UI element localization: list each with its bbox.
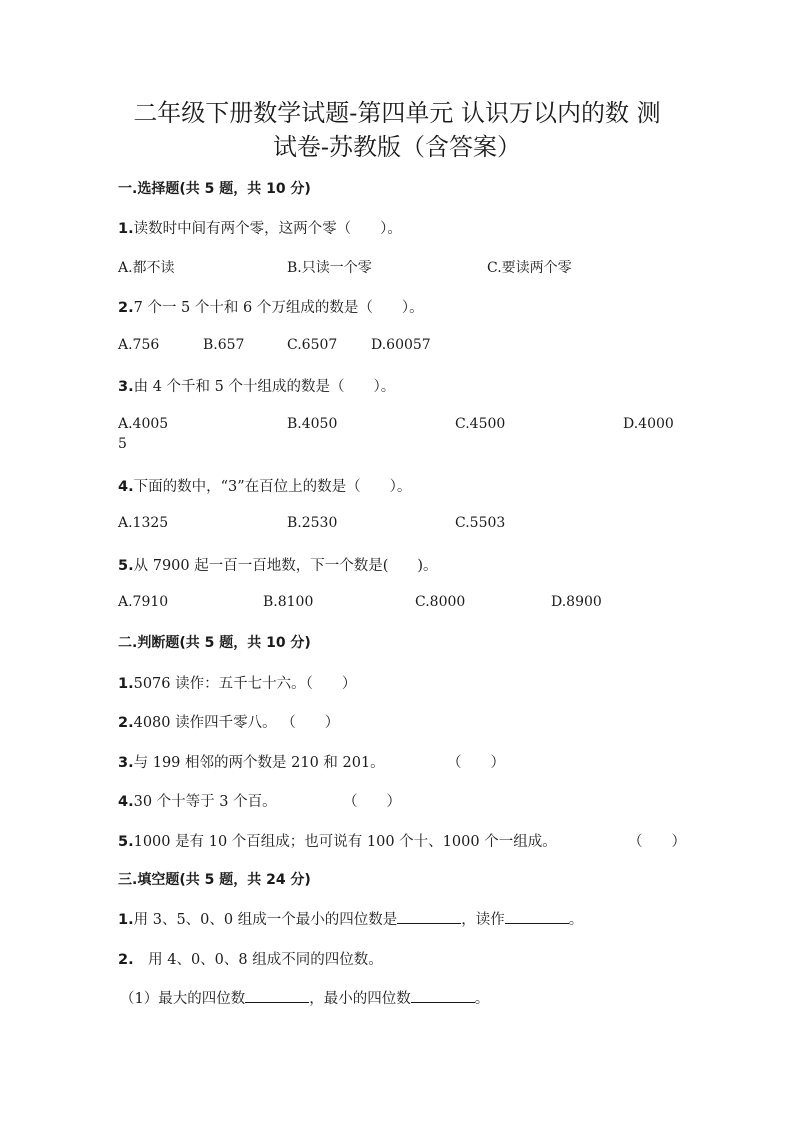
question-number: 1. [118,912,134,928]
option: D.4000 [623,416,674,432]
question-text [118,296,424,317]
question-text [118,217,402,238]
question-number: 5. [118,834,134,850]
question-body: 30 个十等于 3 个百。 [133,794,277,810]
question-body: 4080 读作四千零八。 （ ） [133,715,340,731]
question-number: 3. [118,755,134,771]
question-body: 用 4、0、0、8 组成不同的四位数。 [133,952,383,968]
question-number: 5. [118,558,134,574]
question-number: 2. [118,300,134,316]
sub-question-body: 。 [474,991,490,1007]
question-text [118,672,356,693]
question-text [118,375,395,396]
page-title-line-1: 二年级下册数学试题-第四单元 认识万以内的数 测 [133,99,661,127]
page-title-line-2: 试卷-苏教版（含答案） [272,133,522,161]
option: B.2530 [287,515,338,531]
answer-parentheses: （ ） [447,755,505,771]
option: C.8000 [415,594,466,610]
option: B.4050 [287,416,338,432]
question-number: 2. [118,952,134,968]
question-number: 4. [118,479,134,495]
question-number: 4. [118,794,134,810]
option: B.只读一个零 [287,260,372,276]
option: D.8900 [551,594,602,610]
question-body: 读数时中间有两个零，这两个零（ ）。 [133,221,402,237]
question-body: 5076 读作：五千七十六。（ ） [133,676,357,692]
option: B.657 [203,337,245,353]
question-text [118,554,438,575]
section-heading-true-false: 二.判断题(共 5 题，共 10 分) [118,635,311,651]
question-text [118,948,383,969]
option-wrap-digit: 5 [118,436,127,452]
question-body: 用 3、5、0、0 组成一个最小的四位数是 [133,912,398,928]
answer-parentheses: （ ） [343,794,401,810]
answer-parentheses: （ ） [628,834,686,850]
question-text [118,475,411,496]
question-body: 7 个一 5 个十和 6 个万组成的数是（ ）。 [133,300,424,316]
option: B.8100 [263,594,314,610]
question-number: 1. [118,221,134,237]
option: A.4005 [118,416,169,432]
question-text [118,790,277,811]
answer-blank[interactable] [411,988,475,1003]
section-heading-choice: 一.选择题(共 5 题，共 10 分) [118,181,311,197]
option: C.5503 [455,515,506,531]
sub-question-body: ，最小的四位数 [309,991,411,1007]
question-body: 。 [568,912,584,928]
answer-blank[interactable] [505,909,569,924]
option: C.6507 [287,337,338,353]
question-body: 与 199 相邻的两个数是 210 和 201。 [133,755,385,771]
question-body: ，读作 [461,912,505,928]
question-body: 从 7900 起一百一百地数，下一个数是( )。 [133,558,438,574]
option: A.都不读 [118,260,175,276]
question-number: 2. [118,715,134,731]
question-text [118,830,557,851]
option: C.要读两个零 [487,260,572,276]
section-heading-fill-blank: 三.填空题(共 5 题，共 24 分) [118,872,311,888]
sub-question-body: （1）最大的四位数 [120,991,246,1007]
option: C.4500 [455,416,506,432]
question-text [118,711,339,732]
question-body: 由 4 个千和 5 个十组成的数是（ ）。 [133,379,396,395]
option: A.756 [118,337,160,353]
answer-blank[interactable] [245,988,309,1003]
answer-blank[interactable] [397,909,461,924]
sub-question-text [120,987,489,1008]
question-text [118,751,385,772]
option: A.1325 [118,515,169,531]
option: A.7910 [118,594,169,610]
question-body: 下面的数中，“3”在百位上的数是（ ）。 [133,479,412,495]
question-number: 1. [118,676,134,692]
question-number: 3. [118,379,134,395]
question-body: 1000 是有 10 个百组成；也可说有 100 个十、1000 个一组成。 [133,834,557,850]
question-text [118,908,583,929]
option: D.60057 [371,337,431,353]
